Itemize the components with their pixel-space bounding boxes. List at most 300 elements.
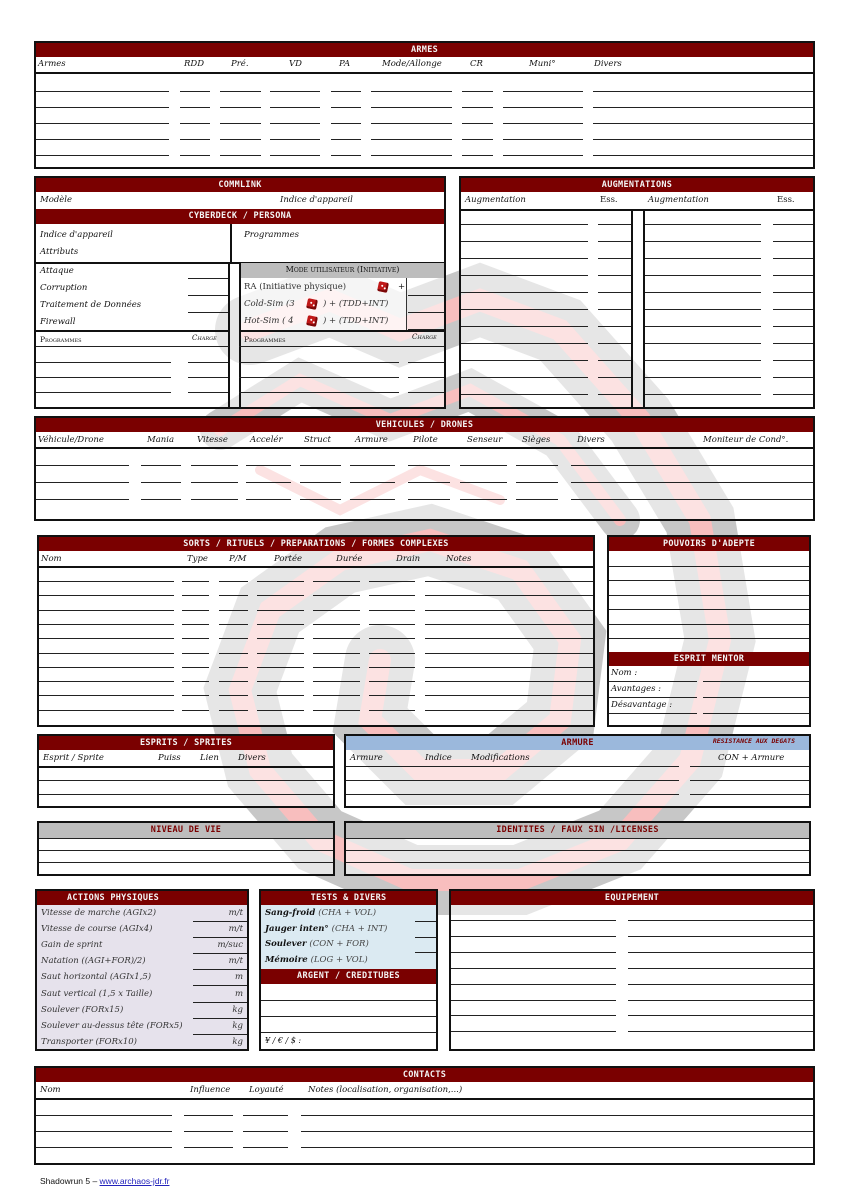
commlink-modele-field[interactable] — [86, 194, 266, 206]
augmentation-row[interactable] — [645, 326, 761, 327]
sort-row[interactable] — [369, 653, 415, 654]
attr-corruption-field[interactable] — [188, 295, 228, 296]
vehicule-row[interactable] — [408, 499, 450, 500]
armes-row[interactable] — [270, 123, 320, 124]
pouvoir-row[interactable] — [609, 638, 809, 639]
sort-row[interactable] — [219, 695, 248, 696]
programme-row[interactable] — [408, 392, 444, 393]
argent-row[interactable] — [261, 1016, 436, 1017]
equipement-row[interactable] — [451, 936, 616, 937]
sort-row[interactable] — [369, 624, 415, 625]
sort-row[interactable] — [39, 653, 174, 654]
charge-right-label: Charge — [412, 333, 437, 341]
equipement-row[interactable] — [451, 968, 616, 969]
armes-row[interactable] — [593, 91, 813, 92]
resistance-header: RESISTANCE AUX DEGATS — [712, 737, 795, 745]
pouvoir-row[interactable] — [609, 624, 809, 625]
armes-row[interactable] — [331, 91, 361, 92]
armes-row[interactable] — [371, 107, 452, 108]
armes-row[interactable] — [503, 91, 583, 92]
armes-row[interactable] — [503, 139, 583, 140]
identites-row[interactable] — [346, 850, 809, 851]
armes-row[interactable] — [270, 107, 320, 108]
augmentation-row[interactable] — [598, 377, 631, 378]
vehicule-row[interactable] — [191, 465, 238, 466]
contact-row[interactable] — [243, 1147, 288, 1148]
augmentation-row[interactable] — [598, 394, 631, 395]
sort-row[interactable] — [369, 710, 415, 711]
test-field[interactable] — [415, 952, 436, 953]
contact-row[interactable] — [36, 1131, 172, 1132]
sort-row[interactable] — [369, 638, 415, 639]
armes-row[interactable] — [371, 91, 452, 92]
vehicule-row[interactable] — [571, 465, 813, 466]
augmentation-row[interactable] — [461, 377, 588, 378]
armes-row[interactable] — [220, 91, 261, 92]
augmentation-row[interactable] — [598, 326, 631, 327]
armes-row[interactable] — [270, 139, 320, 140]
attr-attaque-field[interactable] — [188, 278, 228, 279]
sort-row[interactable] — [425, 653, 593, 654]
sorts-header: SORTS / RITUELS / PREPARATIONS / FORMES COMPLEXES — [39, 537, 593, 551]
test-formula: (CHA + VOL) — [318, 908, 377, 918]
mode-hot-label: Hot-Sim ( 4 — [244, 316, 294, 326]
mentor-avantages-field[interactable] — [703, 697, 809, 698]
armes-row[interactable] — [220, 107, 261, 108]
augmentation-row[interactable] — [773, 224, 813, 225]
vehicule-row[interactable] — [516, 482, 558, 483]
sort-row[interactable] — [182, 624, 209, 625]
sort-row[interactable] — [257, 710, 304, 711]
action-field[interactable] — [193, 937, 247, 938]
armes-row[interactable] — [462, 155, 493, 156]
pouvoir-row[interactable] — [609, 595, 809, 596]
armes-row[interactable] — [371, 155, 452, 156]
vehicule-row[interactable] — [408, 465, 450, 466]
sort-row[interactable] — [219, 667, 248, 668]
sort-row[interactable] — [39, 624, 174, 625]
augmentation-row[interactable] — [773, 275, 813, 276]
armes-row[interactable] — [503, 107, 583, 108]
sort-row[interactable] — [313, 653, 360, 654]
vehicule-row[interactable] — [141, 482, 181, 483]
vehicule-row[interactable] — [516, 499, 558, 500]
programme-row[interactable] — [36, 362, 171, 363]
pouvoirs-section — [607, 535, 811, 727]
sort-row[interactable] — [369, 667, 415, 668]
armes-row[interactable] — [462, 123, 493, 124]
contact-row[interactable] — [301, 1115, 813, 1116]
mentor-avantages-label: Avantages : — [611, 684, 662, 694]
equipement-row[interactable] — [451, 920, 616, 921]
armes-row[interactable] — [593, 155, 813, 156]
action-unit: m/t — [228, 924, 243, 935]
augmentation-row[interactable] — [645, 360, 761, 361]
test-field[interactable] — [415, 937, 436, 938]
vehicule-row[interactable] — [141, 465, 181, 466]
mentor-nom-field[interactable] — [703, 681, 809, 682]
armes-row[interactable] — [462, 91, 493, 92]
sort-row[interactable] — [219, 653, 248, 654]
augmentation-row[interactable] — [645, 241, 761, 242]
sort-row[interactable] — [313, 695, 360, 696]
sort-row[interactable] — [257, 667, 304, 668]
pouvoir-row[interactable] — [609, 566, 809, 567]
armes-row[interactable] — [331, 139, 361, 140]
sort-row[interactable] — [425, 595, 593, 596]
programme-row[interactable] — [239, 392, 399, 393]
augmentation-row[interactable] — [773, 394, 813, 395]
augmentation-row[interactable] — [773, 360, 813, 361]
armes-row[interactable] — [220, 155, 261, 156]
armes-row[interactable] — [503, 155, 583, 156]
sort-row[interactable] — [39, 595, 174, 596]
equipement-row[interactable] — [451, 1015, 616, 1016]
contacts-divider — [36, 1098, 813, 1100]
sort-row[interactable] — [39, 710, 174, 711]
armes-row[interactable] — [331, 107, 361, 108]
vehicule-row[interactable] — [460, 499, 507, 500]
equipement-row[interactable] — [628, 936, 813, 937]
sort-row[interactable] — [313, 710, 360, 711]
esprit-row[interactable] — [39, 794, 333, 795]
attr-tdd-field[interactable] — [188, 312, 228, 313]
contact-row[interactable] — [36, 1115, 172, 1116]
vehicule-row[interactable] — [300, 499, 341, 500]
armes-row[interactable] — [593, 139, 813, 140]
vehicule-row[interactable] — [36, 465, 129, 466]
sort-row[interactable] — [257, 653, 304, 654]
equipement-row[interactable] — [451, 952, 616, 953]
augmentation-row[interactable] — [598, 241, 631, 242]
test-field[interactable] — [415, 921, 436, 922]
sort-row[interactable] — [425, 710, 593, 711]
armes-row[interactable] — [593, 107, 813, 108]
vehicule-row[interactable] — [246, 465, 291, 466]
vehicule-row[interactable] — [571, 482, 813, 483]
armes-row[interactable] — [180, 107, 210, 108]
sort-row[interactable] — [182, 610, 209, 611]
augmentation-row[interactable] — [598, 360, 631, 361]
sort-row[interactable] — [425, 624, 593, 625]
mentor-line — [609, 681, 697, 682]
contact-row[interactable] — [36, 1147, 172, 1148]
armure-header: ARMURE — [346, 736, 809, 750]
sort-row[interactable] — [39, 681, 174, 682]
vehicule-row[interactable] — [516, 465, 558, 466]
sort-row[interactable] — [257, 624, 304, 625]
programme-row[interactable] — [188, 362, 228, 363]
augmentation-row[interactable] — [461, 292, 588, 293]
sort-row[interactable] — [182, 681, 209, 682]
armure-resistance-field[interactable] — [690, 780, 809, 781]
augmentation-row[interactable] — [773, 258, 813, 259]
sort-row[interactable] — [369, 695, 415, 696]
aug-split-left — [631, 209, 633, 409]
sort-row[interactable] — [257, 610, 304, 611]
sort-row[interactable] — [313, 581, 360, 582]
augmentation-row[interactable] — [645, 224, 761, 225]
vie-row[interactable] — [39, 862, 333, 863]
mentor-desavantage-field[interactable] — [703, 713, 809, 714]
argent-row[interactable] — [261, 1032, 436, 1033]
test-name: Soulever — [265, 939, 310, 949]
augmentation-row[interactable] — [645, 343, 761, 344]
sort-row[interactable] — [219, 638, 248, 639]
sort-row[interactable] — [219, 710, 248, 711]
augmentation-row[interactable] — [645, 394, 761, 395]
armes-row[interactable] — [36, 107, 169, 108]
sort-row[interactable] — [257, 695, 304, 696]
sort-row[interactable] — [39, 581, 174, 582]
equipement-row[interactable] — [628, 984, 813, 985]
augmentation-row[interactable] — [773, 377, 813, 378]
vehicule-row[interactable] — [350, 499, 395, 500]
augmentation-row[interactable] — [461, 241, 588, 242]
sort-row[interactable] — [39, 638, 174, 639]
armes-col-muni: Muni° — [529, 59, 556, 69]
mode-cold-field[interactable] — [408, 312, 444, 313]
sort-row[interactable] — [425, 681, 593, 682]
armes-row[interactable] — [180, 123, 210, 124]
sort-row[interactable] — [39, 610, 174, 611]
armes-row[interactable] — [503, 123, 583, 124]
identites-row[interactable] — [346, 862, 809, 863]
sort-row[interactable] — [39, 667, 174, 668]
programme-row[interactable] — [36, 377, 171, 378]
programme-row[interactable] — [188, 392, 228, 393]
sort-row[interactable] — [425, 695, 593, 696]
sort-row[interactable] — [425, 667, 593, 668]
augmentations-section — [459, 176, 815, 409]
sort-col-6: Notes — [446, 554, 472, 564]
sort-row[interactable] — [313, 610, 360, 611]
contact-row[interactable] — [184, 1131, 233, 1132]
vehicule-row[interactable] — [350, 482, 395, 483]
action-field[interactable] — [193, 921, 247, 922]
augmentation-row[interactable] — [773, 343, 813, 344]
armure-row[interactable] — [346, 780, 679, 781]
armes-row[interactable] — [36, 91, 169, 92]
action-field[interactable] — [193, 969, 247, 970]
augmentation-row[interactable] — [773, 241, 813, 242]
sort-row[interactable] — [39, 695, 174, 696]
action-label: Soulever (FORx15) — [41, 1004, 124, 1015]
augmentation-row[interactable] — [773, 326, 813, 327]
action-field[interactable] — [193, 1018, 247, 1019]
vehicule-row[interactable] — [36, 499, 129, 500]
action-field[interactable] — [193, 1002, 247, 1003]
vehicule-row[interactable] — [408, 482, 450, 483]
armure-resistance-field[interactable] — [690, 794, 809, 795]
contact-row[interactable] — [301, 1147, 813, 1148]
sort-col-3: Portée — [274, 554, 303, 564]
armure-col-indice: Indice — [425, 753, 452, 763]
sort-row[interactable] — [425, 610, 593, 611]
armes-row[interactable] — [371, 123, 452, 124]
equipement-row[interactable] — [451, 1031, 616, 1032]
armes-col-pre: Pré. — [231, 59, 249, 69]
test-label — [265, 924, 387, 934]
armes-row[interactable] — [36, 139, 169, 140]
sort-row[interactable] — [219, 610, 248, 611]
programme-row[interactable] — [239, 377, 399, 378]
sort-row[interactable] — [182, 710, 209, 711]
action-field[interactable] — [193, 953, 247, 954]
sort-row[interactable] — [313, 624, 360, 625]
sort-row[interactable] — [182, 638, 209, 639]
sort-row[interactable] — [182, 667, 209, 668]
armes-row[interactable] — [36, 155, 169, 156]
augmentation-row[interactable] — [598, 275, 631, 276]
vehicule-row[interactable] — [460, 482, 507, 483]
vehicule-row[interactable] — [246, 499, 291, 500]
vehicule-row[interactable] — [350, 465, 395, 466]
programme-row[interactable] — [408, 377, 444, 378]
augmentation-row[interactable] — [461, 258, 588, 259]
equipement-row[interactable] — [628, 920, 813, 921]
armes-row[interactable] — [331, 155, 361, 156]
armes-row[interactable] — [462, 139, 493, 140]
armes-row[interactable] — [180, 139, 210, 140]
armes-row[interactable] — [593, 123, 813, 124]
pouvoir-row[interactable] — [609, 609, 809, 610]
programme-row[interactable] — [408, 362, 444, 363]
sort-row[interactable] — [257, 581, 304, 582]
programme-row[interactable] — [36, 392, 171, 393]
sort-row[interactable] — [219, 681, 248, 682]
contact-row[interactable] — [243, 1131, 288, 1132]
augmentation-row[interactable] — [461, 224, 588, 225]
armure-line — [690, 766, 809, 767]
vehicule-row[interactable] — [141, 499, 181, 500]
commlink-indice-field[interactable] — [366, 194, 441, 206]
sort-row[interactable] — [182, 695, 209, 696]
armes-col-divers: Divers — [594, 59, 622, 69]
armes-row[interactable] — [270, 155, 320, 156]
armure-row[interactable] — [346, 794, 679, 795]
equipement-row[interactable] — [628, 1000, 813, 1001]
augmentation-row[interactable] — [598, 224, 631, 225]
sort-row[interactable] — [425, 581, 593, 582]
contact-row[interactable] — [243, 1115, 288, 1116]
armes-row[interactable] — [220, 139, 261, 140]
sort-row[interactable] — [369, 595, 415, 596]
armes-row[interactable] — [220, 123, 261, 124]
sort-row[interactable] — [182, 595, 209, 596]
vehicule-row[interactable] — [36, 482, 129, 483]
augmentation-row[interactable] — [598, 292, 631, 293]
augmentation-row[interactable] — [461, 309, 588, 310]
esprits-section — [37, 734, 335, 808]
sort-row[interactable] — [219, 624, 248, 625]
equipement-row[interactable] — [628, 952, 813, 953]
sort-row[interactable] — [219, 595, 248, 596]
pouvoir-row[interactable] — [609, 580, 809, 581]
augmentation-row[interactable] — [461, 394, 588, 395]
equipement-row[interactable] — [628, 1031, 813, 1032]
contact-row[interactable] — [184, 1115, 233, 1116]
augmentation-row[interactable] — [461, 343, 588, 344]
armes-row[interactable] — [462, 107, 493, 108]
augmentation-row[interactable] — [598, 343, 631, 344]
sort-row[interactable] — [313, 595, 360, 596]
vehicule-row[interactable] — [300, 482, 341, 483]
sort-row[interactable] — [369, 610, 415, 611]
sort-row[interactable] — [257, 681, 304, 682]
action-unit: m/suc — [217, 940, 243, 951]
sort-row[interactable] — [182, 653, 209, 654]
vehicule-row[interactable] — [191, 499, 238, 500]
vehicule-row[interactable] — [191, 482, 238, 483]
vehicule-row[interactable] — [300, 465, 341, 466]
sort-row[interactable] — [425, 638, 593, 639]
armes-row[interactable] — [270, 91, 320, 92]
vehicule-row[interactable] — [571, 499, 813, 500]
armes-row[interactable] — [180, 155, 210, 156]
augmentation-row[interactable] — [461, 360, 588, 361]
augmentation-row[interactable] — [645, 258, 761, 259]
programme-row[interactable] — [239, 362, 399, 363]
prog-left-label: Programmes — [40, 335, 82, 344]
programme-row[interactable] — [188, 377, 228, 378]
augmentation-row[interactable] — [461, 326, 588, 327]
augmentation-row[interactable] — [598, 258, 631, 259]
equipement-row[interactable] — [451, 984, 616, 985]
augmentation-row[interactable] — [645, 309, 761, 310]
augmentation-row[interactable] — [645, 377, 761, 378]
armes-row[interactable] — [36, 123, 169, 124]
equipement-row[interactable] — [451, 1000, 616, 1001]
action-field[interactable] — [193, 1034, 247, 1035]
footer-link[interactable]: www.archaos-jdr.fr — [99, 1176, 170, 1186]
action-field[interactable] — [193, 985, 247, 986]
augmentation-row[interactable] — [598, 309, 631, 310]
armes-col-mode: Mode/Allonge — [382, 59, 442, 69]
contact-row[interactable] — [184, 1147, 233, 1148]
action-unit: m/t — [228, 956, 243, 967]
argent-row[interactable] — [261, 1000, 436, 1001]
sort-row[interactable] — [219, 581, 248, 582]
augmentation-row[interactable] — [645, 275, 761, 276]
vie-row[interactable] — [39, 850, 333, 851]
armes-row[interactable] — [331, 123, 361, 124]
equipement-row[interactable] — [628, 968, 813, 969]
sort-row[interactable] — [369, 581, 415, 582]
mode-ra-field[interactable] — [408, 295, 444, 296]
sort-row[interactable] — [182, 581, 209, 582]
sort-row[interactable] — [257, 638, 304, 639]
armes-row[interactable] — [371, 139, 452, 140]
vehicule-row[interactable] — [460, 465, 507, 466]
contacts-col-loyaute: Loyauté — [249, 1085, 284, 1095]
augmentation-row[interactable] — [645, 292, 761, 293]
equipement-header: EQUIPEMENT — [451, 891, 813, 905]
armes-row[interactable] — [180, 91, 210, 92]
augmentation-row[interactable] — [773, 292, 813, 293]
esprit-row[interactable] — [39, 780, 333, 781]
vehicule-row[interactable] — [246, 482, 291, 483]
sort-row[interactable] — [313, 638, 360, 639]
sort-row[interactable] — [369, 681, 415, 682]
sort-row[interactable] — [257, 595, 304, 596]
equipement-row[interactable] — [628, 1015, 813, 1016]
sort-row[interactable] — [313, 681, 360, 682]
sort-row[interactable] — [313, 667, 360, 668]
augmentation-row[interactable] — [461, 275, 588, 276]
augmentation-row[interactable] — [773, 309, 813, 310]
contact-row[interactable] — [301, 1131, 813, 1132]
